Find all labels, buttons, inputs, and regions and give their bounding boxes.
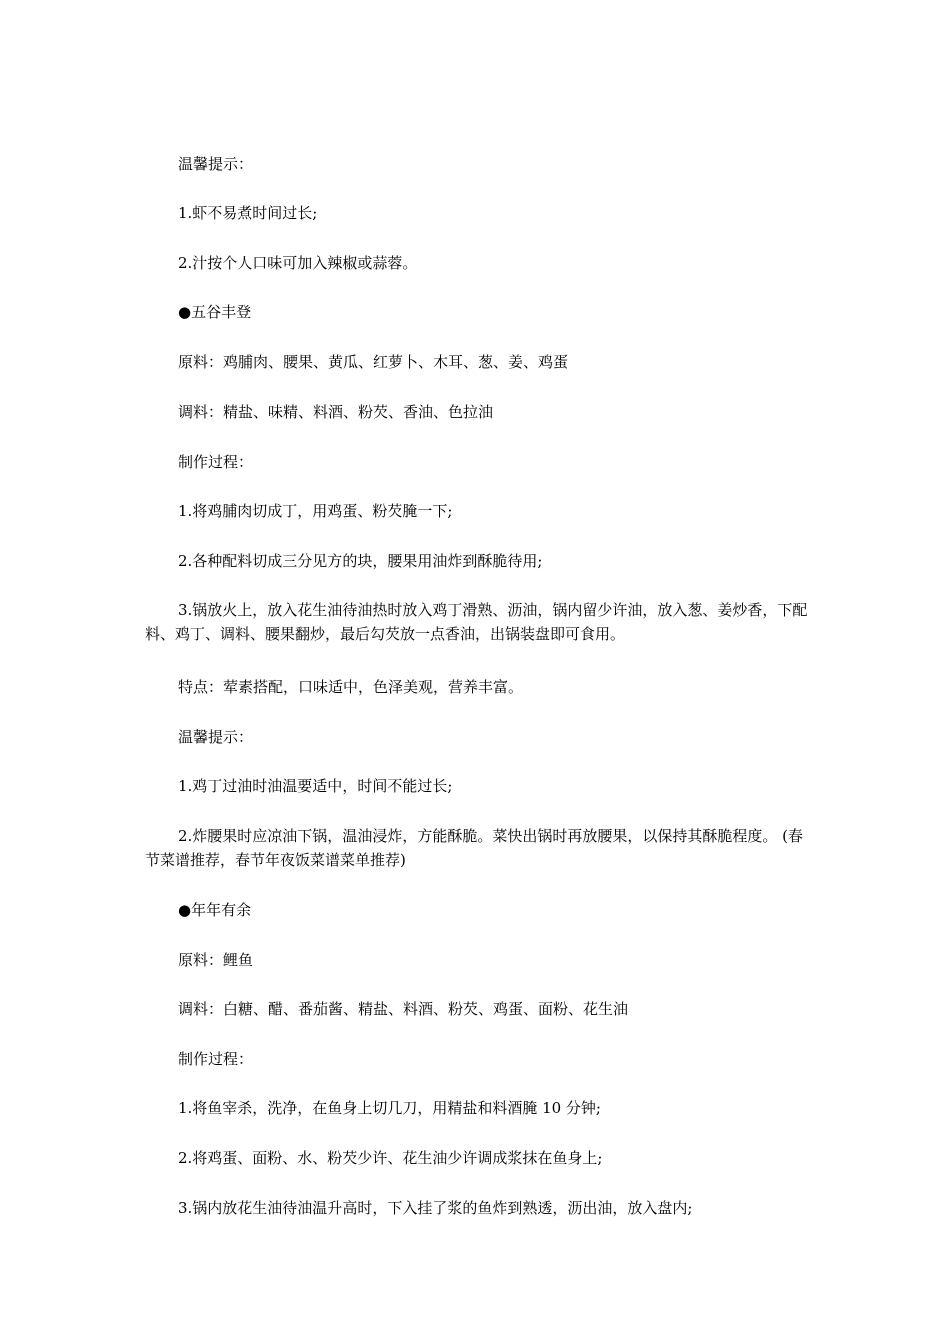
recipe-title: ●五谷丰登 xyxy=(178,303,252,321)
ingredients-line: 原料：鲤鱼 xyxy=(178,951,254,969)
step-item: 3.锅放火上，放入花生油待油热时放入鸡丁滑熟、沥油，锅内留少许油，放入葱、姜炒香，下配料、鸡丁、调料、腰果翻炒，最后勾芡放一点香油，出锅装盘即可食用。 xyxy=(145,601,808,643)
tip-heading: 温馨提示： xyxy=(178,155,254,173)
step-item: 3.锅内放花生油待油温升高时，下入挂了浆的鱼炸到熟透，沥出油，放入盘内; xyxy=(178,1199,693,1217)
step-item: 2.各种配料切成三分见方的块，腰果用油炸到酥脆待用; xyxy=(178,552,543,570)
process-heading: 制作过程： xyxy=(178,1050,254,1068)
recipe-title: ●年年有余 xyxy=(178,901,252,919)
tip-item: 2.汁按个人口味可加入辣椒或蒜蓉。 xyxy=(178,254,418,272)
tip-item: 1.鸡丁过油时油温要适中，时间不能过长; xyxy=(178,777,453,795)
tip-heading: 温馨提示： xyxy=(178,728,254,746)
process-heading: 制作过程： xyxy=(178,453,254,471)
step-item: 1.将鱼宰杀，洗净，在鱼身上切几刀，用精盐和料酒腌 10 分钟; xyxy=(178,1099,601,1117)
seasonings-line: 调料：精盐、味精、料酒、粉芡、香油、色拉油 xyxy=(178,403,494,421)
ingredients-line: 原料：鸡脯肉、腰果、黄瓜、红萝卜、木耳、葱、姜、鸡蛋 xyxy=(178,353,569,371)
step-item: 2.将鸡蛋、面粉、水、粉芡少许、花生油少许调成浆抹在鱼身上; xyxy=(178,1149,603,1167)
step-item: 1.将鸡脯肉切成丁，用鸡蛋、粉芡腌一下; xyxy=(178,502,453,520)
features-line: 特点：荤素搭配，口味适中，色泽美观，营养丰富。 xyxy=(178,678,524,696)
tip-item: 2.炸腰果时应凉油下锅，温油浸炸，方能酥脆。菜快出锅时再放腰果，以保持其酥脆程度。 (春节菜谱推荐，春节年夜饭菜谱菜单推荐) xyxy=(145,827,803,869)
tip-item: 1.虾不易煮时间过长; xyxy=(178,204,318,222)
seasonings-line: 调料：白糖、醋、番茄酱、精盐、料酒、粉芡、鸡蛋、面粉、花生油 xyxy=(178,1000,629,1018)
